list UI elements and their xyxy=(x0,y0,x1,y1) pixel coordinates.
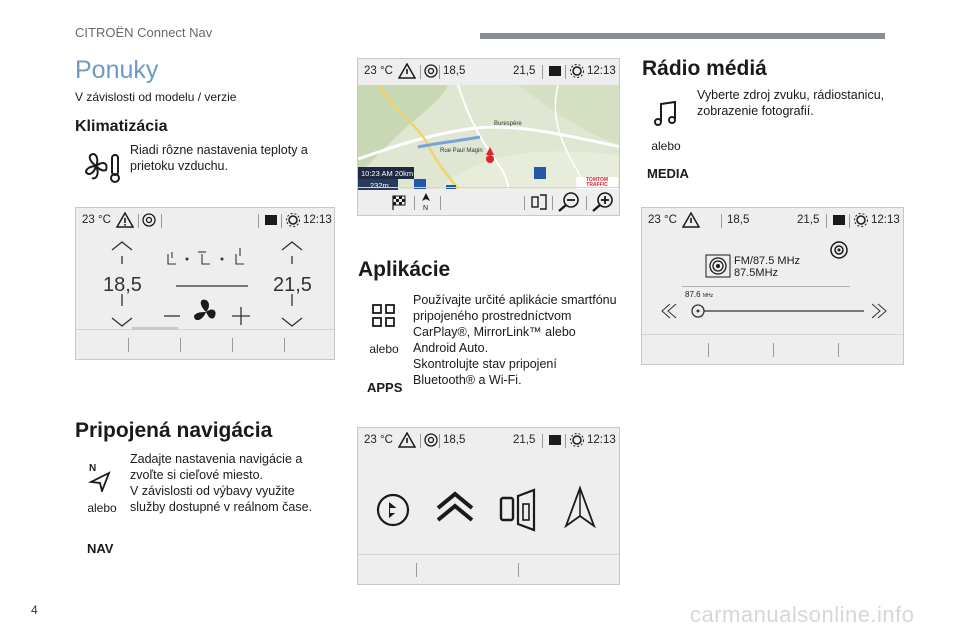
right-temp: 21,5 xyxy=(513,65,536,77)
carplay-icon[interactable] xyxy=(378,495,408,525)
map-place-label: Burespère xyxy=(494,121,522,127)
left-temp: 18,5 xyxy=(727,214,750,226)
outside-temp: 23 °C xyxy=(82,214,111,226)
outside-temp: 23 °C xyxy=(364,65,393,77)
climate-screen xyxy=(75,207,335,360)
route-options-icon[interactable] xyxy=(530,193,548,211)
zoom-out-icon[interactable] xyxy=(556,192,582,212)
radio-title: Rádio médiá xyxy=(642,57,767,80)
traffic-brand: TOMTOM TRAFFIC xyxy=(576,177,618,189)
radio-signal-icon[interactable] xyxy=(829,240,849,260)
apps-desc-line: CarPlay®, MirrorLink™ alebo xyxy=(413,325,576,339)
warning-icon xyxy=(682,212,700,228)
tuner-unit: MHz xyxy=(702,293,714,299)
fan-temperature-icon xyxy=(82,152,124,184)
navigation-or-label: alebo xyxy=(87,501,117,515)
left-temp: 18,5 xyxy=(443,65,466,77)
climate-title: Klimatizácia xyxy=(75,118,168,135)
navigation-desc-line: V závislosti od výbavy využite xyxy=(130,484,295,498)
apps-launcher-row xyxy=(358,454,620,554)
header-bar xyxy=(480,33,885,39)
gear-icon xyxy=(853,212,869,228)
gear-icon xyxy=(569,63,585,79)
media-button-label: MEDIA xyxy=(647,166,689,181)
warning-icon xyxy=(116,212,134,228)
checkered-flag-icon[interactable] xyxy=(392,194,406,210)
outside-temp: 23 °C xyxy=(648,214,677,226)
apps-or-label: alebo xyxy=(369,342,399,356)
radio-desc-line: Vyberte zdroj zvuku, rádiostanicu, xyxy=(697,88,885,102)
navigation-desc-line: služby dostupné v reálnom čase. xyxy=(130,500,313,514)
gear-icon xyxy=(569,432,585,448)
phone-icon xyxy=(548,434,562,446)
mirrorlink-icon[interactable] xyxy=(438,494,472,520)
distance-panel: 232m xyxy=(358,179,398,190)
apps-screen xyxy=(357,427,620,585)
right-temp: 21,5 xyxy=(513,434,536,446)
clock: 12:13 xyxy=(587,434,616,446)
apps-button-label: APPS xyxy=(367,380,403,395)
zoom-in-icon[interactable] xyxy=(590,192,616,212)
frequency-slider[interactable] xyxy=(658,300,890,322)
climate-desc-line: prietoku vzduchu. xyxy=(130,159,228,173)
radio-station-icon xyxy=(705,254,731,278)
clock: 12:13 xyxy=(587,65,616,77)
svg-text:N: N xyxy=(89,463,97,474)
eta-panel: 10:23 AM 20km xyxy=(358,167,414,179)
apps-desc-line: pripojeného prostredníctvom xyxy=(413,309,572,323)
radio-or-label: alebo xyxy=(651,139,681,153)
station-frequency: 87.5MHz xyxy=(734,267,779,279)
signal-icon xyxy=(424,64,438,78)
apps-desc-line: Používajte určité aplikácie smartfónu xyxy=(413,293,617,307)
music-note-icon xyxy=(654,101,678,127)
page-number: 4 xyxy=(31,603,38,617)
warning-icon xyxy=(398,63,416,79)
left-temp-value[interactable]: 18,5 xyxy=(103,274,142,296)
navigation-title: Pripojená navigácia xyxy=(75,419,273,442)
right-temp-value[interactable]: 21,5 xyxy=(273,274,312,296)
phone-icon xyxy=(832,214,846,226)
gear-icon xyxy=(285,212,301,228)
nav-button-label: NAV xyxy=(87,541,114,556)
clock: 12:13 xyxy=(303,214,332,226)
outside-temp: 23 °C xyxy=(364,434,393,446)
signal-icon xyxy=(142,213,156,227)
phone-icon xyxy=(264,214,278,226)
tuner-frequency: 87.6 xyxy=(685,290,701,299)
menus-subtitle: V závislosti od modelu / verzie xyxy=(75,90,237,104)
apps-desc-line: Bluetooth® a Wi-Fi. xyxy=(413,373,522,387)
apps-grid-icon xyxy=(371,303,397,329)
apps-desc-line: Skontrolujte stav pripojení xyxy=(413,357,557,371)
warning-icon xyxy=(398,432,416,448)
north-compass-icon[interactable] xyxy=(420,192,432,212)
radio-screen xyxy=(641,207,904,365)
navigation-desc-line: zvoľte si cieľové miesto. xyxy=(130,468,264,482)
clock: 12:13 xyxy=(871,214,900,226)
manual-header-title: CITROËN Connect Nav xyxy=(75,25,213,40)
svg-text:N: N xyxy=(423,205,429,212)
climate-desc-line: Riadi rôzne nastavenia teploty a xyxy=(130,143,308,157)
map-street-label: Rue Paul Magin xyxy=(440,148,483,154)
apps-desc-line: Android Auto. xyxy=(413,341,489,355)
station-name: FM/87.5 MHz xyxy=(734,255,801,267)
watermark: carmanualsonline.info xyxy=(690,602,915,627)
apps-title: Aplikácie xyxy=(358,258,451,281)
navigation-screen xyxy=(357,58,620,216)
right-temp: 21,5 xyxy=(797,214,820,226)
menus-title: Ponuky xyxy=(75,56,159,84)
phone-icon xyxy=(548,65,562,77)
left-temp: 18,5 xyxy=(443,434,466,446)
android-auto-phone-icon[interactable] xyxy=(501,490,534,530)
signal-icon xyxy=(424,433,438,447)
android-auto-icon[interactable] xyxy=(566,488,594,526)
radio-desc-line: zobrazenie fotografií. xyxy=(697,104,814,118)
navigation-arrow-icon xyxy=(87,462,113,492)
navigation-desc-line: Zadajte nastavenia navigácie a xyxy=(130,452,303,466)
